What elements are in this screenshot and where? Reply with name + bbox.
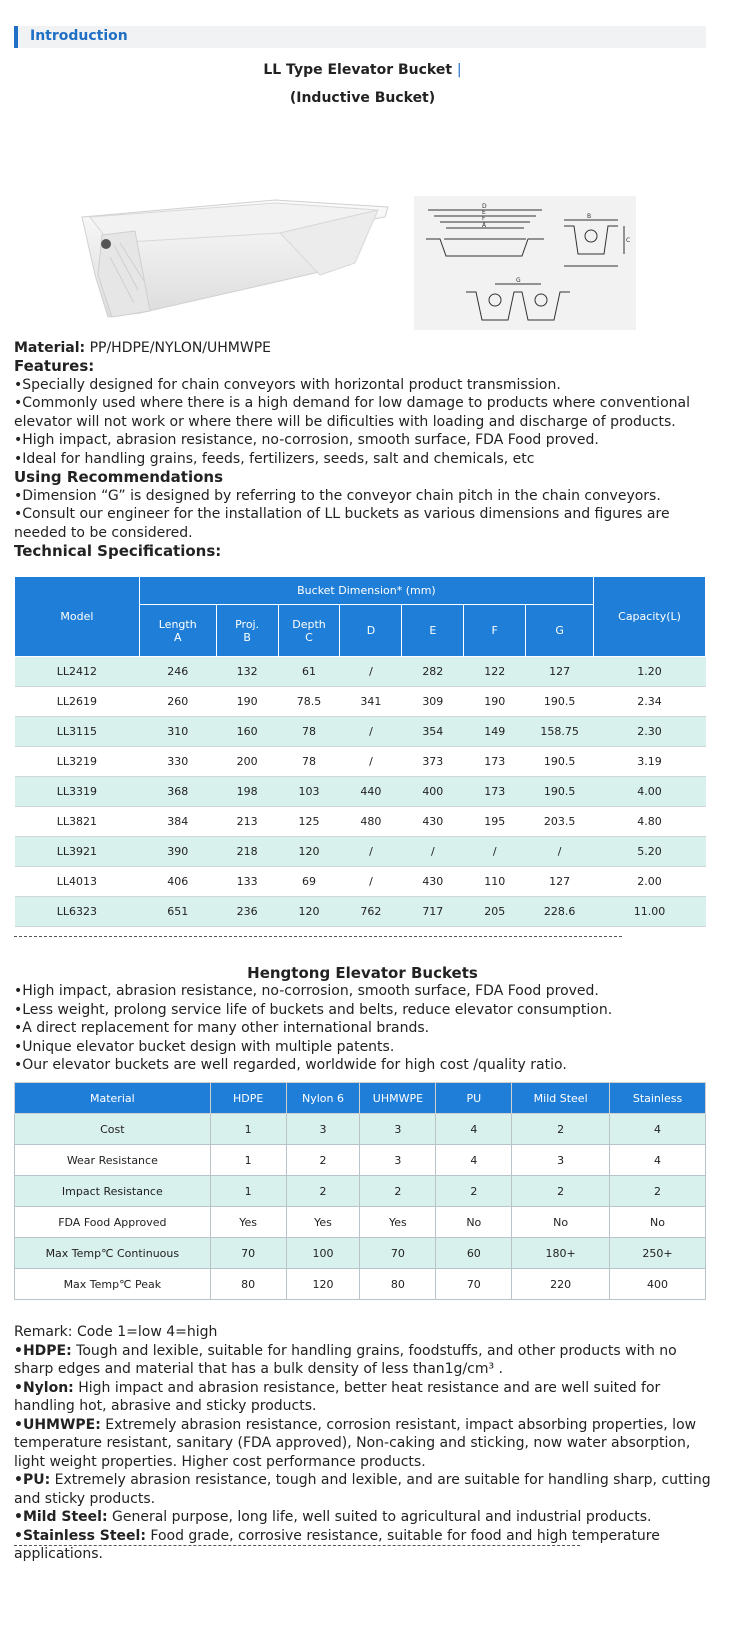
spec-cell: 440	[340, 777, 402, 807]
spec-cell: 310	[139, 717, 216, 747]
spec-cell: 2.34	[594, 687, 706, 717]
material-cell: FDA Food Approved	[15, 1207, 211, 1238]
spec-cell: 190	[216, 687, 278, 717]
label-b: B	[587, 213, 592, 220]
spec-row	[15, 867, 706, 897]
spec-cell: 61	[278, 657, 340, 687]
spec-cell: LL2412	[15, 657, 140, 687]
material-cell: Yes	[286, 1207, 360, 1238]
spec-cell: 260	[139, 687, 216, 717]
feature-item: •Commonly used where there is a high demand for low damage to products where conventional elevator will not work or where there will be dificulties with loading and discharge of products.	[14, 395, 690, 430]
spec-cell: 282	[402, 657, 464, 687]
material-header-cell: PU	[436, 1083, 512, 1114]
spec-cell: 190	[464, 687, 526, 717]
spec-cell: 120	[278, 897, 340, 927]
material-cell: Max Temp℃ Continuous	[15, 1238, 211, 1269]
spec-cell: 236	[216, 897, 278, 927]
spec-cell: 158.75	[526, 717, 594, 747]
spec-cell: LL3821	[15, 807, 140, 837]
material-cell: Yes	[360, 1207, 436, 1238]
col-proj: Proj. B	[216, 605, 278, 657]
material-cell: 2	[512, 1176, 610, 1207]
material-row	[15, 1269, 706, 1300]
col-f: F	[464, 605, 526, 657]
spec-cell: 198	[216, 777, 278, 807]
material-cell: 1	[210, 1114, 286, 1145]
spec-cell: 11.00	[594, 897, 706, 927]
material-cell: 1	[210, 1176, 286, 1207]
tech-spec-heading: Technical Specifications:	[14, 542, 222, 560]
remark-stainless: •Stainless Steel: Food grade, corrosive resistance, suitable for food and high temperature applications.	[14, 1527, 660, 1562]
spec-cell: 480	[340, 807, 402, 837]
dimension-drawing	[414, 196, 636, 330]
spec-cell: 2.30	[594, 717, 706, 747]
material-cell: 80	[360, 1269, 436, 1300]
material-cell: 70	[360, 1238, 436, 1269]
features-heading: Features:	[14, 357, 95, 375]
spec-cell: 3.19	[594, 747, 706, 777]
spec-table	[14, 576, 706, 927]
material-cell: 4	[610, 1114, 706, 1145]
label-e: E	[482, 209, 486, 216]
material-cell: No	[610, 1207, 706, 1238]
material-cell: Max Temp℃ Peak	[15, 1269, 211, 1300]
spec-cell: 330	[139, 747, 216, 777]
spec-cell: 122	[464, 657, 526, 687]
material-cell: 70	[436, 1269, 512, 1300]
material-cell: 400	[610, 1269, 706, 1300]
divider	[14, 1545, 580, 1546]
spec-cell: 125	[278, 807, 340, 837]
spec-cell: 203.5	[526, 807, 594, 837]
label-f: F	[482, 215, 486, 222]
spec-cell: 430	[402, 807, 464, 837]
spec-cell: 160	[216, 717, 278, 747]
spec-cell: 110	[464, 867, 526, 897]
spec-cell: 406	[139, 867, 216, 897]
spec-cell: 195	[464, 807, 526, 837]
spec-cell: LL3319	[15, 777, 140, 807]
recommendation-item: •Consult our engineer for the installation of LL buckets as various dimensions and figures are needed to be considered.	[14, 506, 670, 541]
material-cell: 80	[210, 1269, 286, 1300]
spec-cell: 4.80	[594, 807, 706, 837]
section-header-introduction	[14, 26, 706, 48]
material-header-cell: Material	[15, 1083, 211, 1114]
material-header-cell: HDPE	[210, 1083, 286, 1114]
spec-row	[15, 807, 706, 837]
spec-cell: 228.6	[526, 897, 594, 927]
spec-cell: 120	[278, 837, 340, 867]
spec-cell: 5.20	[594, 837, 706, 867]
feature-item: •Ideal for handling grains, feeds, fertilizers, seeds, salt and chemicals, etc	[14, 450, 535, 467]
remarks-section	[14, 1323, 714, 1564]
spec-cell: 127	[526, 657, 594, 687]
spec-cell: LL6323	[15, 897, 140, 927]
feature-item: •High impact, abrasion resistance, no-corrosion, smooth surface, FDA Food proved.	[14, 432, 599, 448]
col-group-dimension: Bucket Dimension* (mm)	[139, 577, 593, 605]
material-cell: 250+	[610, 1238, 706, 1269]
spec-cell: LL3115	[15, 717, 140, 747]
label-d: D	[482, 203, 487, 210]
text-caret: |	[456, 62, 462, 78]
material-header-cell: Nylon 6	[286, 1083, 360, 1114]
material-cell: 2	[610, 1176, 706, 1207]
spec-cell: 368	[139, 777, 216, 807]
spec-cell: /	[340, 747, 402, 777]
spec-cell: 78	[278, 717, 340, 747]
hengtong-item: •Our elevator buckets are well regarded, worldwide for high cost /quality ratio.	[14, 1057, 567, 1073]
material-cell: 4	[436, 1145, 512, 1176]
material-cell: Wear Resistance	[15, 1145, 211, 1176]
section-header-label: Introduction	[30, 28, 128, 44]
spec-cell: /	[402, 837, 464, 867]
col-d: D	[340, 605, 402, 657]
spec-row	[15, 717, 706, 747]
spec-row	[15, 747, 706, 777]
remark-nylon: •Nylon: High impact and abrasion resistance, better heat resistance and are well suited for handling hot, abrasive and sticky products.	[14, 1379, 661, 1414]
remark-pu: •PU: Extremely abrasion resistance, tough and lexible, and are suitable for handling sharp, cutting and sticky products.	[14, 1472, 711, 1507]
material-cell: 2	[436, 1176, 512, 1207]
material-cell: 100	[286, 1238, 360, 1269]
label-g: G	[516, 277, 521, 284]
col-capacity: Capacity(L)	[594, 577, 706, 657]
spec-cell: 132	[216, 657, 278, 687]
material-cell: 3	[360, 1114, 436, 1145]
material-cell: 2	[360, 1176, 436, 1207]
spec-cell: 2.00	[594, 867, 706, 897]
recommendation-item: •Dimension “G” is designed by referring to the conveyor chain pitch in the chain conveyors.	[14, 487, 661, 504]
spec-cell: 384	[139, 807, 216, 837]
spec-cell: /	[340, 717, 402, 747]
remark-code: Remark: Code 1=low 4=high	[14, 1324, 218, 1340]
spec-cell: 190.5	[526, 777, 594, 807]
spec-row	[15, 837, 706, 867]
product-subtitle: (Inductive Bucket)	[289, 90, 436, 106]
spec-cell: 149	[464, 717, 526, 747]
material-row	[15, 1114, 706, 1145]
material-cell: Impact Resistance	[15, 1176, 211, 1207]
spec-cell: /	[464, 837, 526, 867]
material-header-cell: Stainless	[610, 1083, 706, 1114]
hengtong-item: •Less weight, prolong service life of buckets and belts, reduce elevator consumption.	[14, 1001, 613, 1018]
spec-cell: 717	[402, 897, 464, 927]
spec-cell: 173	[464, 747, 526, 777]
material-cell: 2	[286, 1176, 360, 1207]
spec-row	[15, 777, 706, 807]
material-cell: 1	[210, 1145, 286, 1176]
material-cell: No	[512, 1207, 610, 1238]
spec-cell: 190.5	[526, 747, 594, 777]
spec-cell: 1.20	[594, 657, 706, 687]
material-cell: 2	[286, 1145, 360, 1176]
bucket-photo	[80, 195, 390, 320]
material-label: Material:	[14, 340, 86, 356]
material-cell: Yes	[210, 1207, 286, 1238]
material-line	[14, 339, 714, 358]
spec-cell: 103	[278, 777, 340, 807]
material-row	[15, 1176, 706, 1207]
product-title: LL Type Elevator Bucket |	[263, 62, 462, 78]
spec-cell: LL3921	[15, 837, 140, 867]
hengtong-item: •High impact, abrasion resistance, no-corrosion, smooth surface, FDA Food proved.	[14, 983, 599, 999]
spec-row	[15, 897, 706, 927]
material-cell: 4	[436, 1114, 512, 1145]
spec-cell: 205	[464, 897, 526, 927]
col-model: Model	[15, 577, 140, 657]
spec-cell: LL2619	[15, 687, 140, 717]
material-cell: 60	[436, 1238, 512, 1269]
material-cell: 2	[512, 1114, 610, 1145]
hengtong-item: •A direct replacement for many other international brands.	[14, 1020, 430, 1036]
material-header-cell: Mild Steel	[512, 1083, 610, 1114]
remark-mild-steel: •Mild Steel: General purpose, long life, well suited to agricultural and industrial products.	[14, 1509, 652, 1525]
spec-cell: LL3219	[15, 747, 140, 777]
material-row	[15, 1238, 706, 1269]
col-e: E	[402, 605, 464, 657]
spec-cell: 246	[139, 657, 216, 687]
material-cell: 3	[286, 1114, 360, 1145]
spec-cell: 133	[216, 867, 278, 897]
spec-cell: 390	[139, 837, 216, 867]
material-cell: 3	[360, 1145, 436, 1176]
remark-hdpe: •HDPE: Tough and lexible, suitable for handling grains, foodstuffs, and other products with no sharp edges and material that has a bulk density of less than1g/cm³ .	[14, 1342, 677, 1377]
spec-cell: 173	[464, 777, 526, 807]
spec-cell: 69	[278, 867, 340, 897]
spec-cell: 200	[216, 747, 278, 777]
divider	[14, 936, 622, 937]
recommendations-heading: Using Recommendations	[14, 468, 224, 486]
spec-cell: /	[340, 867, 402, 897]
col-length: Length A	[139, 605, 216, 657]
material-header-cell: UHMWPE	[360, 1083, 436, 1114]
spec-cell: LL4013	[15, 867, 140, 897]
material-row	[15, 1207, 706, 1238]
hengtong-list	[14, 982, 714, 1075]
material-cell: 3	[512, 1145, 610, 1176]
spec-cell: 354	[402, 717, 464, 747]
material-row	[15, 1145, 706, 1176]
label-c: C	[626, 237, 631, 244]
spec-row	[15, 687, 706, 717]
spec-cell: 762	[340, 897, 402, 927]
spec-cell: 651	[139, 897, 216, 927]
feature-item: •Specially designed for chain conveyors with horizontal product transmission.	[14, 376, 561, 393]
material-cell: 70	[210, 1238, 286, 1269]
spec-cell: /	[340, 657, 402, 687]
material-cell: 220	[512, 1269, 610, 1300]
spec-cell: 4.00	[594, 777, 706, 807]
spec-cell: 218	[216, 837, 278, 867]
remark-uhmwpe: •UHMWPE: Extremely abrasion resistance, corrosion resistant, impact absorbing properties, low temperature resistant, sanitary (FDA approved), Non-caking and sticking, now water absorption, light weight properties. Higher cost performance products.	[14, 1416, 697, 1470]
spec-cell: 78.5	[278, 687, 340, 717]
material-cell: 4	[610, 1145, 706, 1176]
material-cell: Cost	[15, 1114, 211, 1145]
spec-cell: /	[340, 837, 402, 867]
spec-cell: 400	[402, 777, 464, 807]
spec-cell: 127	[526, 867, 594, 897]
material-cell: 180+	[512, 1238, 610, 1269]
col-depth: Depth C	[278, 605, 340, 657]
spec-cell: /	[526, 837, 594, 867]
spec-cell: 430	[402, 867, 464, 897]
spec-cell: 341	[340, 687, 402, 717]
spec-cell: 213	[216, 807, 278, 837]
spec-cell: 78	[278, 747, 340, 777]
material-value: PP/HDPE/NYLON/UHMWPE	[85, 340, 272, 356]
spec-cell: 309	[402, 687, 464, 717]
hengtong-item: •Unique elevator bucket design with multiple patents.	[14, 1038, 395, 1055]
spec-cell: 373	[402, 747, 464, 777]
spec-row	[15, 657, 706, 687]
features-section	[14, 357, 714, 561]
hengtong-title: Hengtong Elevator Buckets	[247, 964, 478, 982]
label-a: A	[482, 222, 487, 229]
materials-table	[14, 1082, 706, 1300]
material-cell: 120	[286, 1269, 360, 1300]
material-cell: No	[436, 1207, 512, 1238]
spec-cell: 190.5	[526, 687, 594, 717]
col-g: G	[526, 605, 594, 657]
